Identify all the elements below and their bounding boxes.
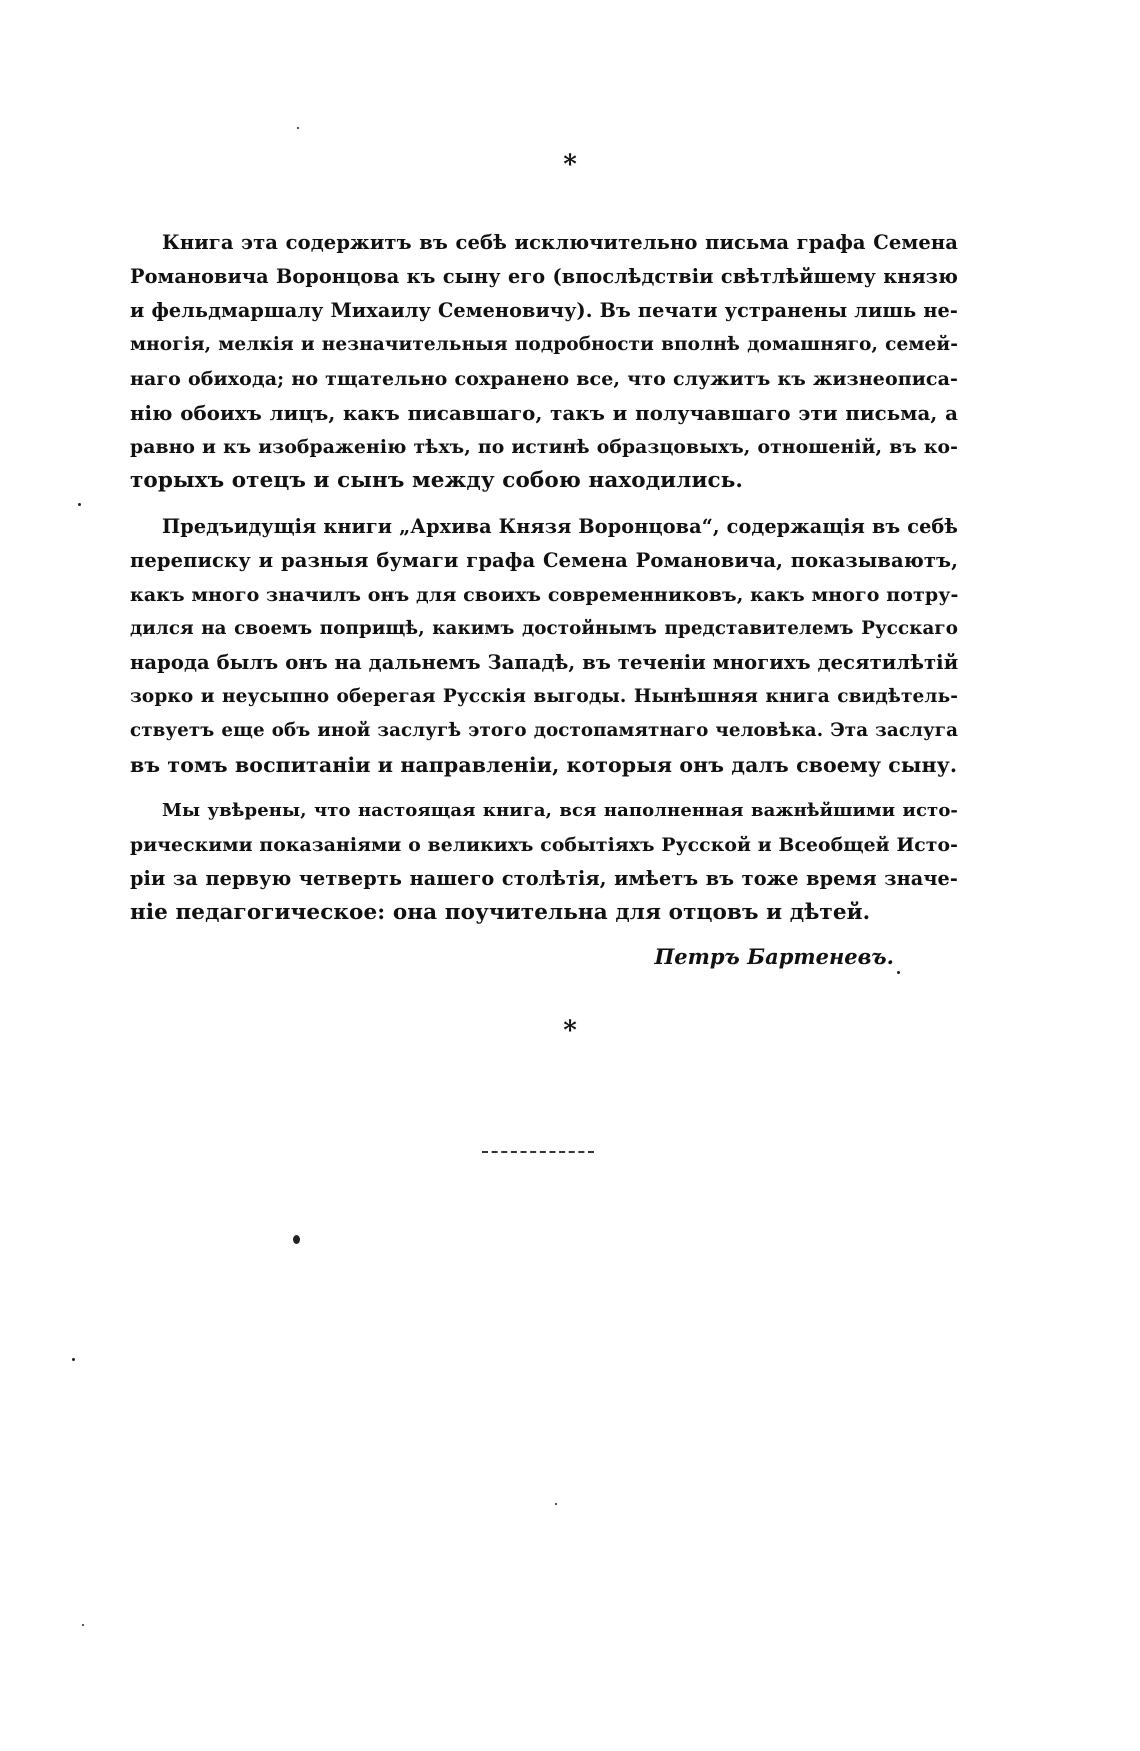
text-line: и фельдмаршалу Михаилу Семеновичу). Въ печати устранены лишь не- (130, 299, 958, 322)
text-line: дился на своемъ поприщѣ, какимъ достойнымъ представителемъ Русскаго (130, 618, 958, 639)
text-line: торыхъ отецъ и сынъ между собою находились. (130, 468, 743, 493)
paragraph-1 (130, 226, 958, 498)
text-line: Романовича Воронцова къ сыну его (впослѣдствіи свѣтлѣйшему князю (130, 265, 958, 288)
text-line: наго обихода; но тщательно сохранено все, что служитъ къ жизнеописа- (130, 368, 958, 390)
text-line: народа былъ онъ на дальнемъ Западѣ, въ теченіи многихъ десятилѣтій (130, 651, 958, 674)
bottom-ornament: * (563, 1016, 577, 1046)
author-signature: Петръ Бартеневъ. (654, 944, 894, 969)
print-speck (82, 1624, 84, 1626)
text-line: переписку и разныя бумаги графа Семена Романовича, показываютъ, (130, 549, 958, 572)
print-speck (555, 1503, 557, 1505)
text-line: ствуетъ еще объ иной заслугѣ этого достопамятнаго человѣка. Эта заслуга (130, 720, 958, 741)
paragraph-3 (130, 794, 958, 930)
text-line: какъ много значилъ онъ для своихъ современниковъ, какъ много потру- (130, 584, 958, 606)
text-line: Предъидущія книги „Архива Князя Воронцова“, содержащія въ себѣ (162, 515, 958, 538)
text-line: въ томъ воспитаніи и направленіи, которыя онъ далъ своему сыну. (130, 753, 958, 777)
text-line: ніе педагогическое: она поучительна для отцовъ и дѣтей. (130, 900, 871, 925)
text-line: многія, мелкія и незначительныя подробности вполнѣ домашняго, семей- (130, 334, 958, 355)
print-speck (78, 503, 81, 506)
print-speck (297, 127, 299, 129)
text-line: равно и къ изображенію тѣхъ, по истинѣ образцовыхъ, отношеній, въ ко- (130, 436, 958, 458)
text-line: нію обоихъ лицъ, какъ писавшаго, такъ и получавшаго эти письма, а (130, 401, 958, 425)
print-speck (72, 1358, 75, 1361)
body-text (130, 226, 958, 930)
text-line: Книга эта содержитъ въ себѣ исключительно письма графа Семена (162, 231, 958, 254)
print-speck (897, 971, 900, 974)
print-speck (293, 1235, 300, 1244)
text-line: зорко и неусыпно оберегая Русскія выгоды. Нынѣшняя книга свидѣтель- (130, 686, 958, 707)
top-ornament: * (563, 150, 577, 180)
decorative-dash-line (482, 1151, 594, 1153)
text-line: Мы увѣрены, что настоящая книга, вся наполненная важнѣйшими исто- (162, 800, 958, 821)
paragraph-2 (130, 510, 958, 782)
text-line: ріи за первую четверть нашего столѣтія, имѣетъ въ тоже время значе- (130, 867, 958, 890)
text-line: рическими показаніями о великихъ событіяхъ Русской и Всеобщей Исто- (130, 834, 958, 856)
